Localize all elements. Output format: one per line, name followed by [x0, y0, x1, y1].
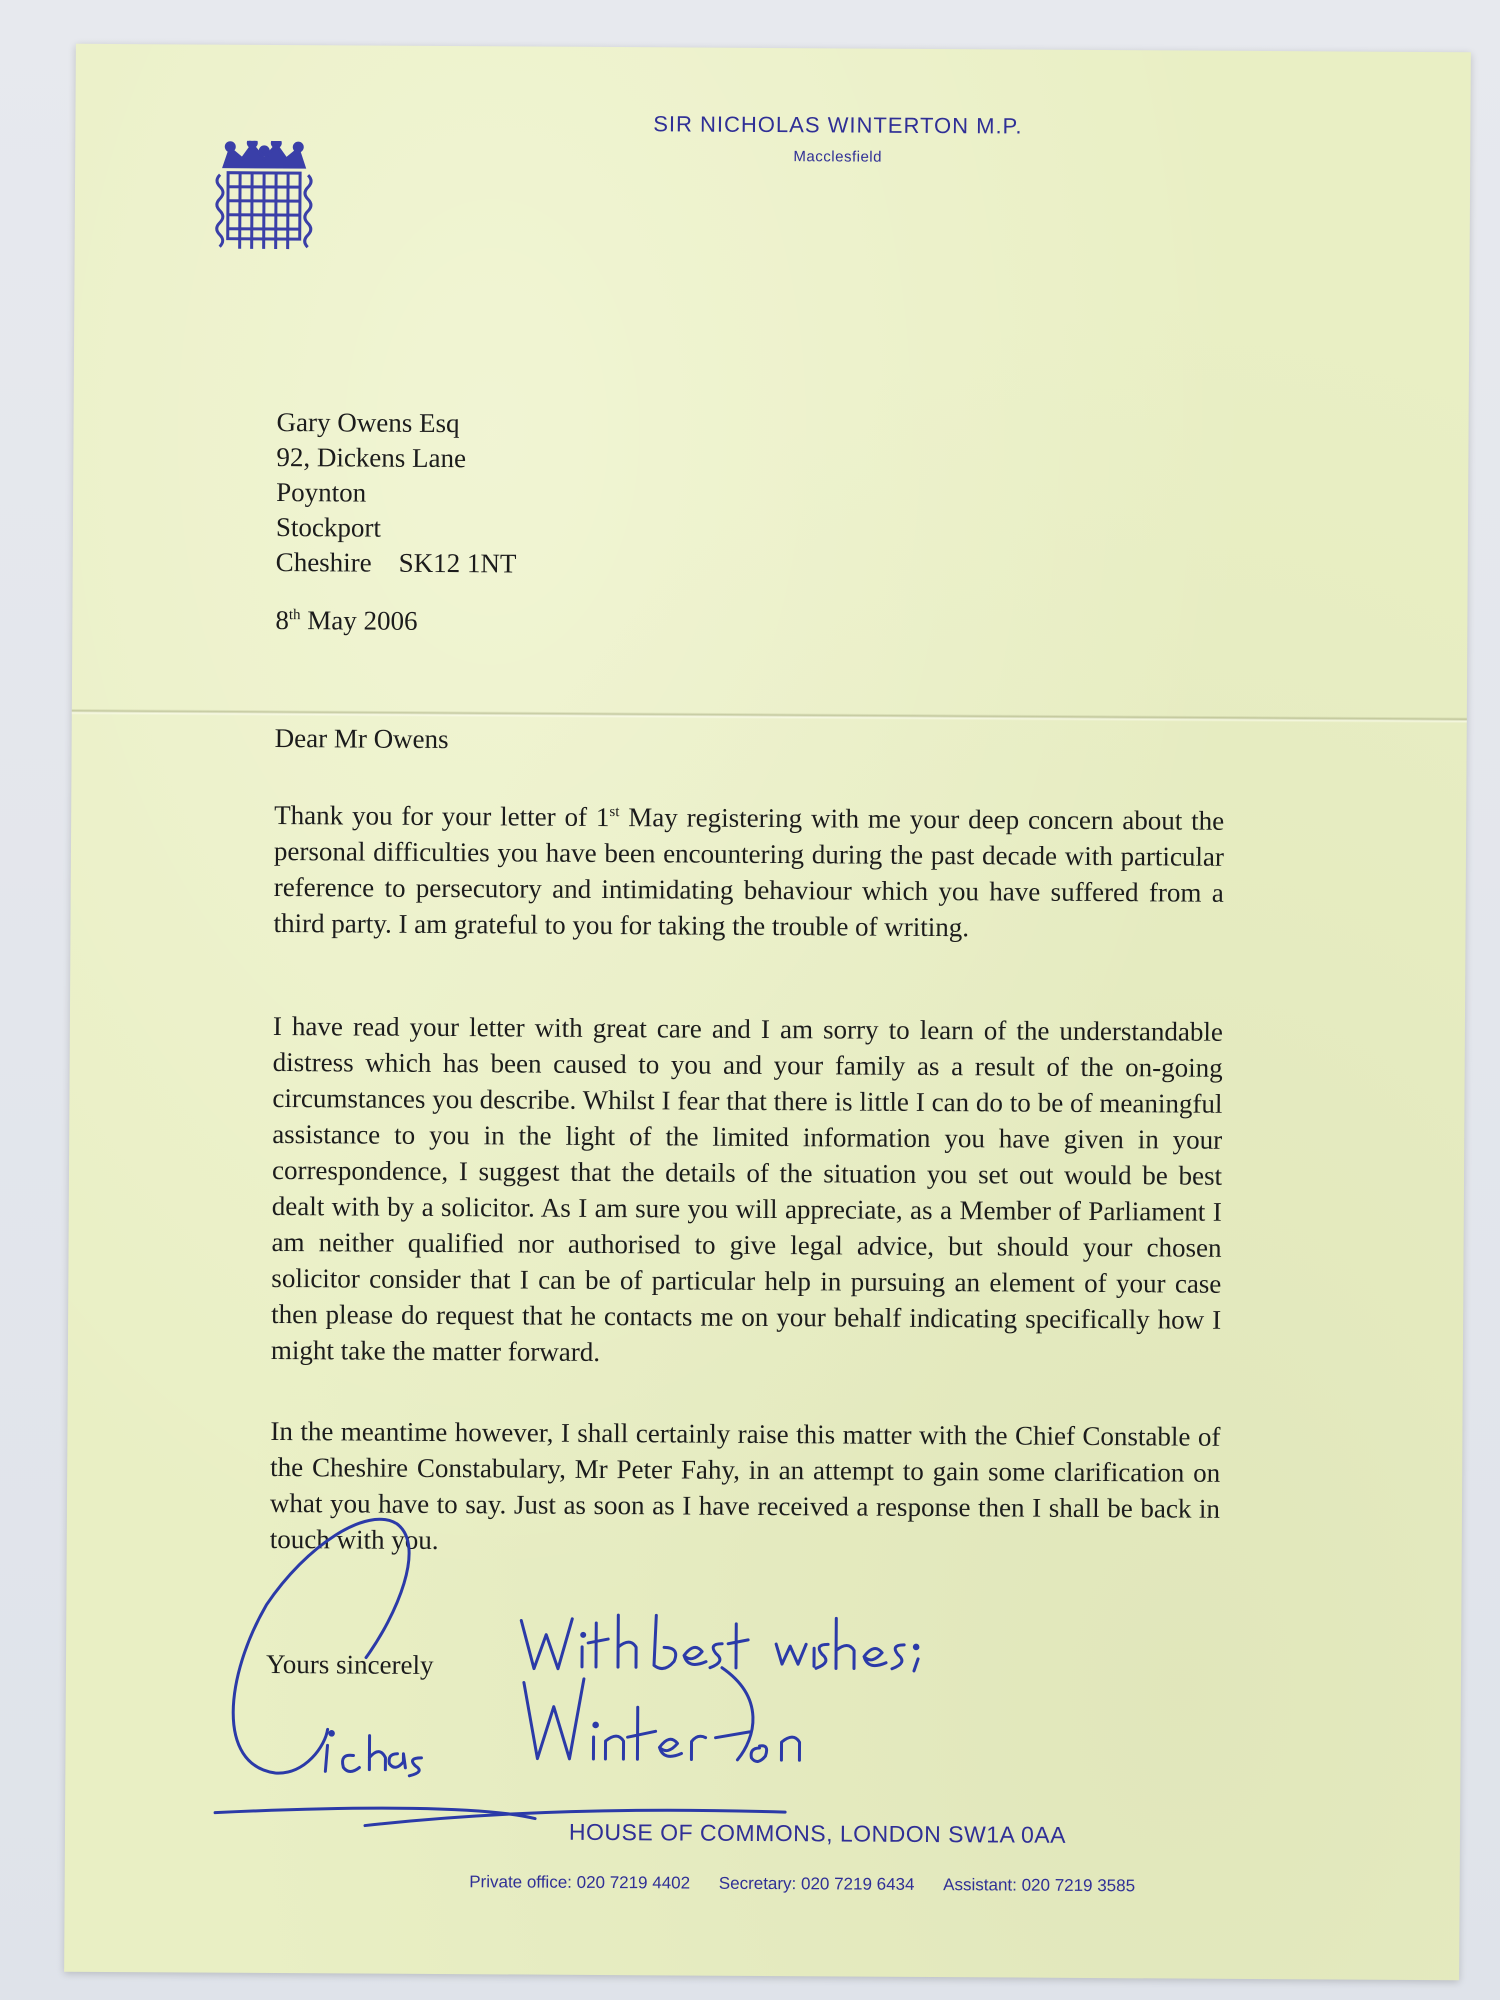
salutation: Dear Mr Owens [274, 722, 449, 755]
body-paragraph-3: In the meantime however, I shall certainly raise this matter with the Chief Constable of the Cheshire Constabulary, Mr Peter Fahy, in an attempt to gain some clarification on what you have to say. Just as soon as I have received a response then I shall be back in touch with you. [269, 1415, 1221, 1555]
secretary-phone: Secretary: 020 7219 6434 [718, 1873, 915, 1894]
address-line: Gary Owens Esq [276, 406, 460, 439]
letter-date [275, 605, 417, 637]
letter-page [64, 44, 1471, 1980]
p1-text-b: May registering with me your deep concern about the personal difficulties you have been encountering during the past decade with particular reference to persecutory and intimidating behaviour which you have suffered from a third party. I am grateful to you for taking the trouble of writing. [273, 802, 1225, 943]
address-line: Cheshire SK12 1NT [275, 546, 517, 579]
paper-fold-crease [72, 709, 1467, 724]
p1-superscript: st [609, 804, 620, 821]
date-rest: May 2006 [300, 605, 418, 636]
private-office-phone: Private office: 020 7219 4402 [469, 1872, 691, 1893]
address-line: Poynton [276, 476, 367, 508]
letterhead-name: SIR NICHOLAS WINTERTON M.P. [653, 111, 1023, 139]
address-line: 92, Dickens Lane [276, 441, 467, 474]
footer-address: HOUSE OF COMMONS, LONDON SW1A 0AA [568, 1818, 1067, 1848]
p1-text-a: Thank you for your letter of 1 [274, 799, 610, 833]
letterhead-constituency: Macclesfield [793, 148, 883, 166]
footer-phones [65, 1870, 1460, 1899]
body-paragraph-2: I have read your letter with great care and I am sorry to learn of the understandable distress which has been caused to you and your family as a result of the on-going circumstances you describe. Whilst I fear that there is little I can do to be of meaningful assistance to you in the light of the limited information you have given in your correspondence, I suggest that the details of the situation you set out would be best dealt with by a solicitor. As I am sure you will appreciate, as a Member of Parliament I am neither qualified nor authorised to give legal advice, but should your chosen solicitor consider that I can be of particular help in pursuing an element of your case then please do request that he contacts me on your behalf indicating specifically how I might take the matter forward. [270, 1010, 1223, 1367]
recipient-address [276, 405, 518, 581]
handwritten-note [521, 1615, 918, 1671]
address-line: Stockport [275, 511, 382, 543]
date-day: 8 [275, 604, 289, 636]
body-paragraph-1 [273, 797, 1224, 947]
assistant-phone: Assistant: 020 7219 3585 [943, 1875, 1136, 1896]
date-suffix: th [288, 607, 301, 624]
closing-text: Yours sincerely [265, 1648, 434, 1680]
